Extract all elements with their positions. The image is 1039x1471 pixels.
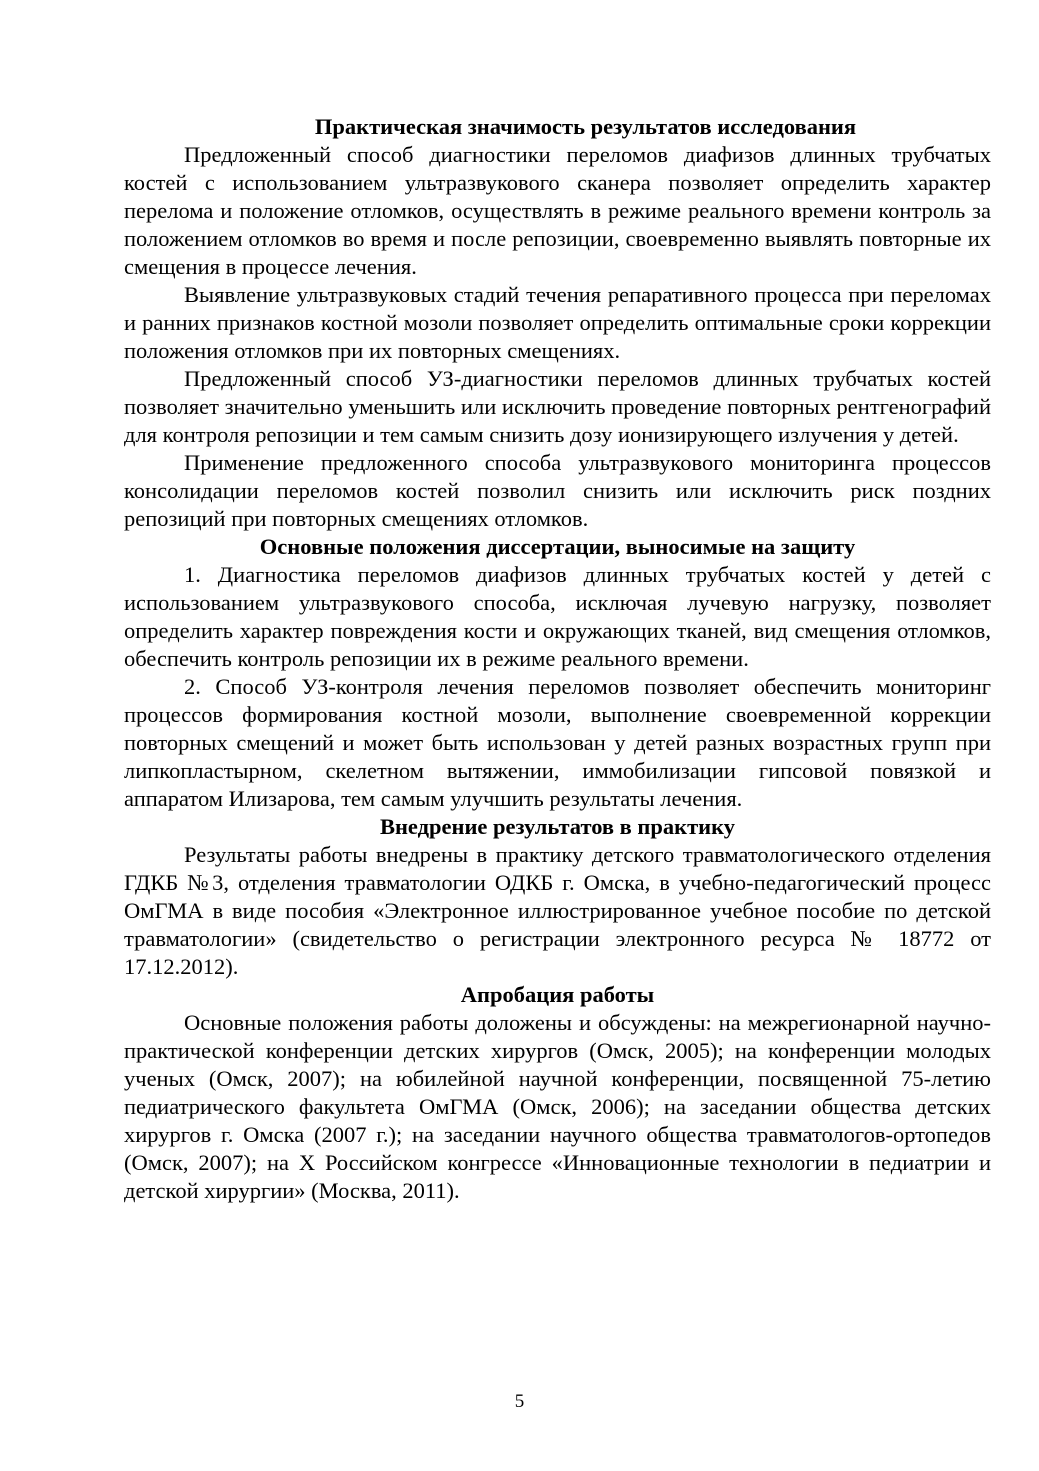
paragraph-approbation-1: Основные положения работы доложены и обсуждены: на межрегионарной научно-практической конференции детских хирургов (Омск, 2005); на конференции молодых ученых (Омск, 2007); на юбилейной научной конференции, посвященной 75-летию педиатрического факультета ОмГМА (Омск, 2006); на заседании общества детских хирургов г. Омска (2007 г.); на заседании научного общества травматологов-ортопедов (Омск, 2007); на X Российском конгрессе «Инновационные технологии в педиатрии и детской хирургии» (Москва, 2011). — [124, 1010, 991, 1203]
section-title-practical-significance: Практическая значимость результатов исследования — [314, 114, 857, 139]
paragraph-practical-3: Предложенный способ УЗ-диагностики переломов длинных трубчатых костей позволяет значительно уменьшить или исключить проведение повторных рентгенографий для контроля репозиции и тем самым снизить дозу ионизирующего излучения у детей. — [124, 366, 991, 447]
document-page — [124, 113, 991, 1205]
section-title-approbation: Апробация работы — [460, 982, 655, 1007]
paragraph-defense-1: 1. Диагностика переломов диафизов длинных трубчатых костей у детей с использованием ультразвукового способа, исключая лучевую нагрузку, позволяет определить характер повреждения кости и окружающих тканей, вид смещения отломков, обеспечить контроль репозиции их в режиме реального времени. — [124, 562, 991, 671]
section-title-defense-points: Основные положения диссертации, выносимые на защиту — [259, 534, 856, 559]
paragraph-practical-4: Применение предложенного способа ультразвукового мониторинга процессов консолидации переломов костей позволил снизить или исключить риск поздних репозиций при повторных смещениях отломков. — [124, 450, 991, 531]
paragraph-practical-1: Предложенный способ диагностики переломов диафизов длинных трубчатых костей с использованием ультразвукового сканера позволяет определить характер перелома и положение отломков, осуществлять в режиме реального времени контроль за положением отломков во время и после репозиции, своевременно выявлять повторные их смещения в процессе лечения. — [124, 142, 991, 279]
paragraph-implementation-1: Результаты работы внедрены в практику детского травматологического отделения ГДКБ №3, отделения травматологии ОДКБ г. Омска, в учебно-педагогический процесс ОмГМА в виде пособия «Электронное иллюстрированное учебное пособие по детской травматологии» (свидетельство о регистрации электронного ресурса № 18772 от 17.12.2012). — [124, 842, 991, 979]
page-number: 5 — [514, 1391, 525, 1412]
paragraph-practical-2: Выявление ультразвуковых стадий течения репаративного процесса при переломах и ранних признаков костной мозоли позволяет определить оптимальные сроки коррекции положения отломков при их повторных смещениях. — [124, 282, 991, 363]
section-title-implementation: Внедрение результатов в практику — [379, 814, 736, 839]
paragraph-defense-2: 2. Способ УЗ-контроля лечения переломов позволяет обеспечить мониторинг процессов формирования костной мозоли, выполнение своевременной коррекции повторных смещений и может быть использован у детей разных возрастных групп при липкопластырном, скелетном вытяжении, иммобилизации гипсовой повязкой и аппаратом Илизарова, тем самым улучшить результаты лечения. — [124, 674, 991, 811]
